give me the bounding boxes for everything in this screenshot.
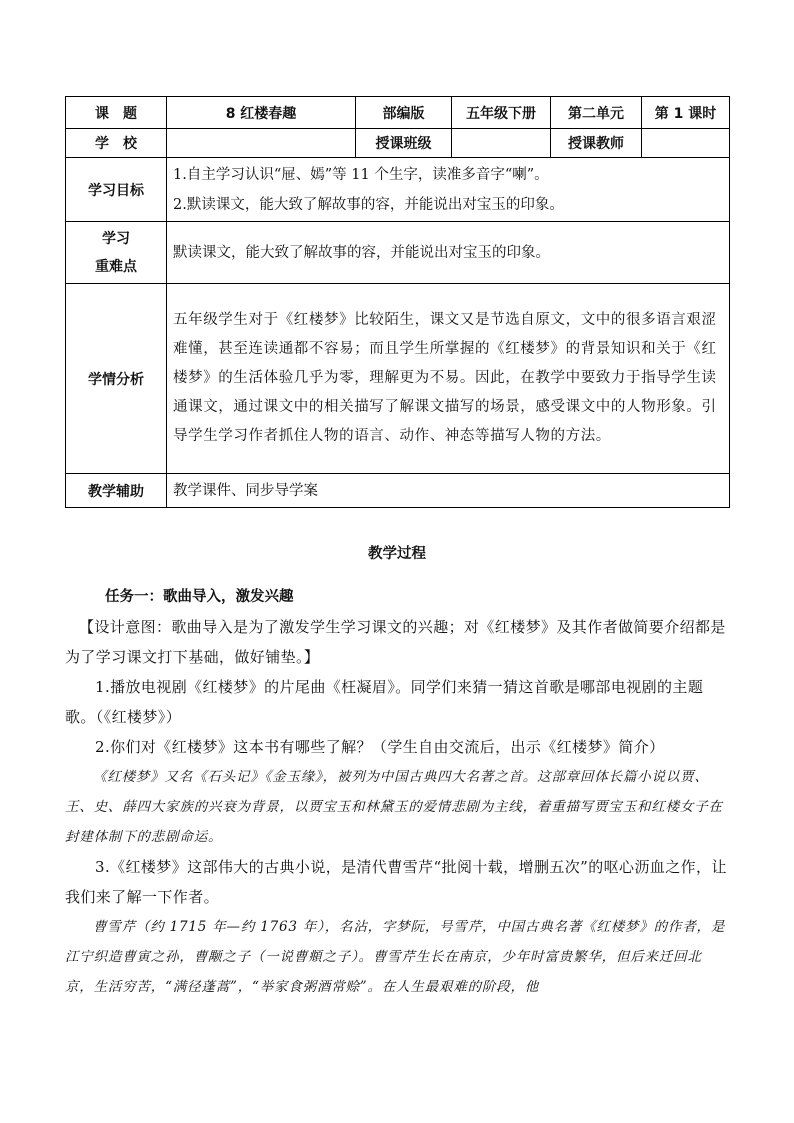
analysis-content: 五年级学生对于《红楼梦》比较陌生，课文又是节选自原文，文中的很多语言艰涩难懂，甚至连读通都不容易；而且学生所掌握的《红楼梦》的背景知识和关于《红楼梦》的生活体验几乎为零，理解更为不易。因此，在教学中要致力于指导学生读通课文，通过课文中的相关描写了解课文描写的场景，感受课文中的人物形象。引导学生学习作者抓住人物的语言、动作、神态等描写人物的方法。 — [167, 284, 730, 474]
table-row — [66, 129, 730, 158]
book-intro: 《红楼梦》又名《石头记》《金玉缘》，被列为中国古典四大名著之首。这部章回体长篇小说以贾、王、史、薛四大家族的兴衰为背景，以贾宝玉和林黛玉的爱情悲剧为主线，着重描写贾宝玉和红楼女子在封建体制下的悲剧命运。 — [65, 769, 723, 845]
goal-line: 1.自主学习认识“屉、嫣”等 11 个生字，读准多音字“喇”。 — [173, 166, 549, 183]
period-cell: 第 1 课时 — [642, 97, 730, 129]
school-label: 学 校 — [66, 129, 167, 158]
step-paragraph: 1.播放电视剧《红楼梦》的片尾曲《枉凝眉》。同学们来猜一猜这首歌是哪部电视剧的主题歌。（《红楼梦》） — [65, 678, 704, 726]
step-paragraph: 2.你们对《红楼梦》这本书有哪些了解？（学生自由交流后，出示《红楼梦》简介） — [95, 738, 665, 756]
key-points-label — [66, 222, 167, 284]
unit-cell: 第二单元 — [551, 97, 642, 129]
grade-cell: 五年级下册 — [452, 97, 551, 129]
design-intent: 【设计意图：歌曲导入是为了激发学生学习课文的兴趣；对《红楼梦》及其作者做简要介绍都是为了学习课文打下基础，做好铺垫。】 — [65, 618, 726, 666]
analysis-label: 学情分析 — [66, 284, 167, 474]
task-heading: 任务一：歌曲导入，激发兴趣 — [105, 589, 294, 605]
goal-line: 2.默读课文，能大致了解故事的容，并能说出对宝玉的印象。 — [173, 196, 564, 213]
edition-cell: 部编版 — [356, 97, 452, 129]
class-value — [452, 129, 551, 158]
author-intro: 曹雪芹（约 1715 年—约 1763 年），名沾，字梦阮，号雪芹，中国古典名著《红楼梦》的作者，是江宁织造曹寅之孙，曹颙之子（一说曹頫之子）。曹雪芹生长在南京，少年时富贵繁华，但后来迁回北京，生活穷苦，“满径蓬蒿”，“举家食粥酒常赊”。在人生最艰难的阶段，他 — [65, 919, 726, 995]
teacher-value — [642, 129, 730, 158]
process-content — [65, 582, 729, 1002]
process-title: 教学过程 — [368, 546, 426, 562]
topic-label: 课 题 — [66, 97, 167, 129]
key-points-content: 默读课文，能大致了解故事的容，并能说出对宝玉的印象。 — [167, 222, 730, 284]
goals-content — [167, 158, 730, 222]
school-value — [167, 129, 356, 158]
key-points-label-line2: 重难点 — [95, 258, 137, 275]
teacher-label: 授课教师 — [551, 129, 642, 158]
lesson-info-table — [65, 96, 730, 508]
lesson-title: 8 红楼春趣 — [167, 97, 356, 129]
aids-label: 教学辅助 — [66, 474, 167, 508]
table-row — [66, 474, 730, 508]
step-paragraph: 3.《红楼梦》这部伟大的古典小说，是清代曹雪芹“批阅十载，增删五次”的呕心沥血之作，让我们来了解一下作者。 — [65, 858, 727, 906]
class-label: 授课班级 — [356, 129, 452, 158]
aids-content: 教学课件、同步导学案 — [167, 474, 730, 508]
table-row — [66, 97, 730, 129]
key-points-label-line1: 学习 — [102, 230, 130, 247]
table-row — [66, 284, 730, 474]
goals-label: 学习目标 — [66, 158, 167, 222]
table-row — [66, 158, 730, 222]
table-row — [66, 222, 730, 284]
